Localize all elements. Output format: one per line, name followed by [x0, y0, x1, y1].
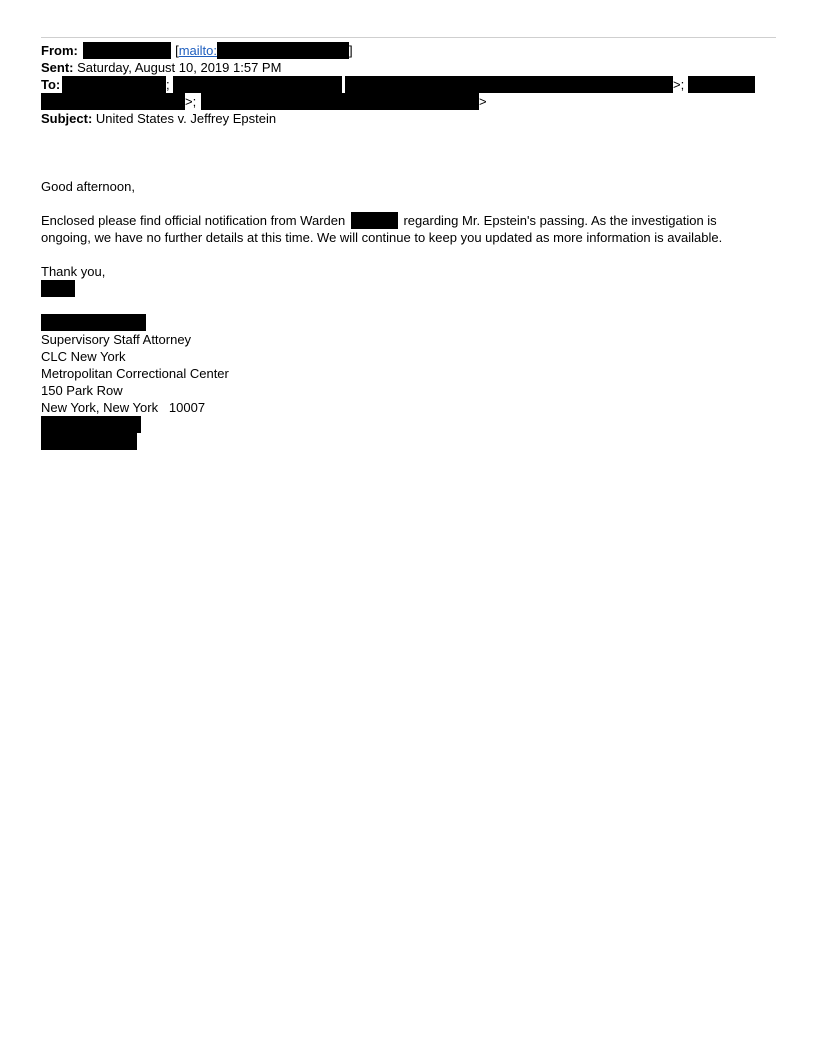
signature-street: 150 Park Row [41, 383, 123, 398]
redaction-recipient-3-email [41, 93, 185, 110]
signature-org: CLC New York [41, 349, 126, 364]
to-separator-2: >; [673, 77, 685, 92]
redaction-signature-phone [41, 416, 141, 433]
redaction-warden-name [351, 212, 398, 229]
signature-initial-row [41, 280, 776, 297]
redaction-recipient-1 [62, 76, 166, 93]
subject-value: United States v. Jeffrey Epstein [95, 111, 277, 126]
redaction-recipient-4 [201, 93, 479, 110]
redaction-recipient-2 [173, 76, 342, 93]
to-separator-1: ; [166, 77, 170, 92]
redaction-recipient-3 [688, 76, 755, 93]
from-row [41, 42, 776, 59]
body-paragraph-line-1 [41, 212, 776, 229]
signature-name-row [41, 314, 776, 331]
signature-city: New York, New York 10007 [41, 400, 206, 415]
to-row [41, 76, 776, 93]
body-text-part-2: regarding Mr. Epstein's passing. As the investigation is [403, 213, 717, 228]
redaction-signature-email [41, 433, 137, 450]
top-divider [41, 37, 776, 38]
email-document [41, 37, 776, 450]
redaction-sender-initials [41, 280, 75, 297]
subject-row [41, 110, 776, 127]
to-label: To: [41, 77, 61, 92]
to-row-continued [41, 93, 776, 110]
signature-title: Supervisory Staff Attorney [41, 332, 192, 347]
signature-facility: Metropolitan Correctional Center [41, 366, 229, 381]
signature-email-row [41, 433, 776, 450]
to-end-bracket: > [479, 94, 487, 109]
redaction-sender-email [217, 42, 349, 59]
subject-label: Subject: [41, 111, 93, 126]
sent-label: Sent: [41, 60, 74, 75]
mailto-close-bracket: ] [349, 43, 353, 58]
closing: Thank you, [41, 264, 106, 279]
mailto-link[interactable]: mailto: [178, 43, 218, 58]
mailto-open-bracket: [ [175, 43, 179, 58]
signature-phone-row [41, 416, 776, 433]
redaction-signature-name [41, 314, 146, 331]
body-text-part-1: Enclosed please find official notification from Warden [41, 213, 346, 228]
body-paragraph-line-2: ongoing, we have no further details at this time. We will continue to keep you updated as more information is available. [41, 230, 723, 245]
sent-value: Saturday, August 10, 2019 1:57 PM [77, 60, 282, 75]
greeting: Good afternoon, [41, 179, 135, 194]
from-label: From: [41, 43, 78, 58]
to-separator-3: >; [185, 94, 197, 109]
redaction-sender-name [83, 42, 171, 59]
sent-row [41, 59, 776, 76]
redaction-recipient-2-email [345, 76, 673, 93]
